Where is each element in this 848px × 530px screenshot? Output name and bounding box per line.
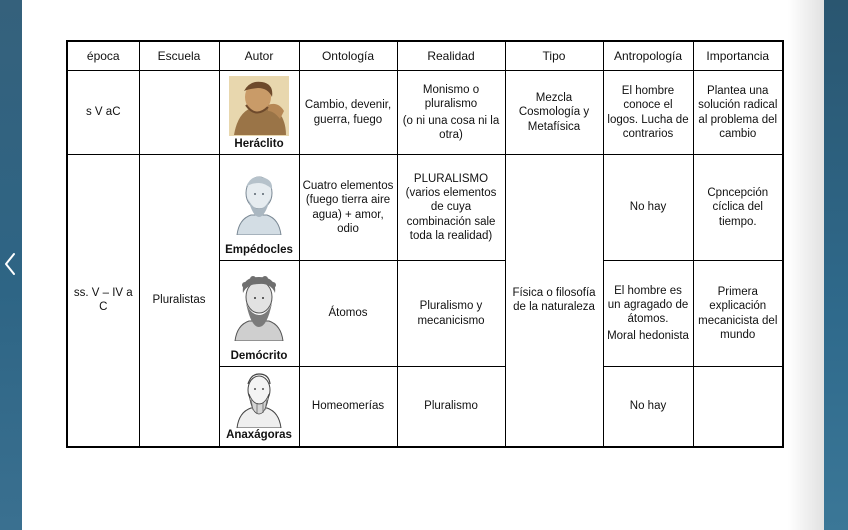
header-autor: Autor bbox=[219, 41, 299, 71]
cell-autor bbox=[219, 71, 299, 155]
realidad-text: Monismo o pluralismo bbox=[422, 83, 480, 110]
cell-escuela bbox=[139, 71, 219, 155]
cell-tipo: Mezcla Cosmología y Metafísica bbox=[505, 71, 603, 155]
header-row bbox=[67, 41, 783, 71]
header-antropologia: Antropología bbox=[603, 41, 693, 71]
author-name: Empédocles bbox=[225, 243, 293, 256]
cell-autor bbox=[219, 367, 299, 447]
cell-importancia: Cpncepción cíclica del tiempo. bbox=[693, 155, 783, 261]
author-name: Heráclito bbox=[234, 137, 284, 150]
header-escuela: Escuela bbox=[139, 41, 219, 71]
page-edge-shadow bbox=[788, 0, 824, 530]
cell-importancia: Plantea una solución radical al problema del cambio bbox=[693, 71, 783, 155]
author-name: Anaxágoras bbox=[226, 429, 292, 442]
empedocles-bust-icon bbox=[231, 169, 287, 235]
header-epoca: época bbox=[67, 41, 139, 71]
backdrop-right bbox=[824, 0, 848, 530]
cell-autor bbox=[219, 155, 299, 261]
democritus-bust-icon bbox=[231, 273, 287, 341]
document-page bbox=[22, 0, 824, 530]
header-realidad: Realidad bbox=[397, 41, 505, 71]
header-ontologia: Ontología bbox=[299, 41, 397, 71]
cell-realidad bbox=[397, 71, 505, 155]
realidad-note: (o ni una cosa ni la otra) bbox=[402, 115, 500, 142]
antropologia-text: El hombre es un agragado de átomos. bbox=[607, 284, 689, 325]
header-tipo: Tipo bbox=[505, 41, 603, 71]
cell-ontologia: Átomos bbox=[299, 261, 397, 367]
table-row-heraclito bbox=[67, 71, 783, 155]
cell-realidad: Pluralismo bbox=[397, 367, 505, 447]
cell-epoca: s V aC bbox=[67, 71, 139, 155]
philosophers-table bbox=[66, 40, 784, 448]
cell-epoca-group: ss. V – IV a C bbox=[67, 155, 139, 447]
cell-antropologia: No hay bbox=[603, 155, 693, 261]
cell-importancia bbox=[693, 367, 783, 447]
cell-ontologia: Cambio, devenir, guerra, fuego bbox=[299, 71, 397, 155]
header-importancia: Importancia bbox=[693, 41, 783, 71]
table-row-empedocles bbox=[67, 155, 783, 261]
antropologia-note: Moral hedonista bbox=[607, 330, 689, 343]
author-name: Demócrito bbox=[230, 349, 288, 362]
cell-realidad: Pluralismo y mecanicismo bbox=[397, 261, 505, 367]
anaxagoras-portrait-icon bbox=[235, 370, 283, 428]
cell-realidad: PLURALISMO (varios elementos de cuya combinación sale toda la realidad) bbox=[397, 155, 505, 261]
cell-antropologia: No hay bbox=[603, 367, 693, 447]
cell-antropologia: El hombre conoce el logos. Lucha de contrarios bbox=[603, 71, 693, 155]
chevron-left-icon[interactable] bbox=[2, 250, 18, 278]
cell-autor bbox=[219, 261, 299, 367]
cell-ontologia: Cuatro elementos (fuego tierra aire agua) + amor, odio bbox=[299, 155, 397, 261]
cell-tipo-group: Física o filosofía de la naturaleza bbox=[505, 155, 603, 447]
heraclitus-portrait-icon bbox=[228, 75, 290, 137]
cell-ontologia: Homeomerías bbox=[299, 367, 397, 447]
cell-escuela-group: Pluralistas bbox=[139, 155, 219, 447]
cell-importancia: Primera explicación mecanicista del mundo bbox=[693, 261, 783, 367]
cell-antropologia bbox=[603, 261, 693, 367]
